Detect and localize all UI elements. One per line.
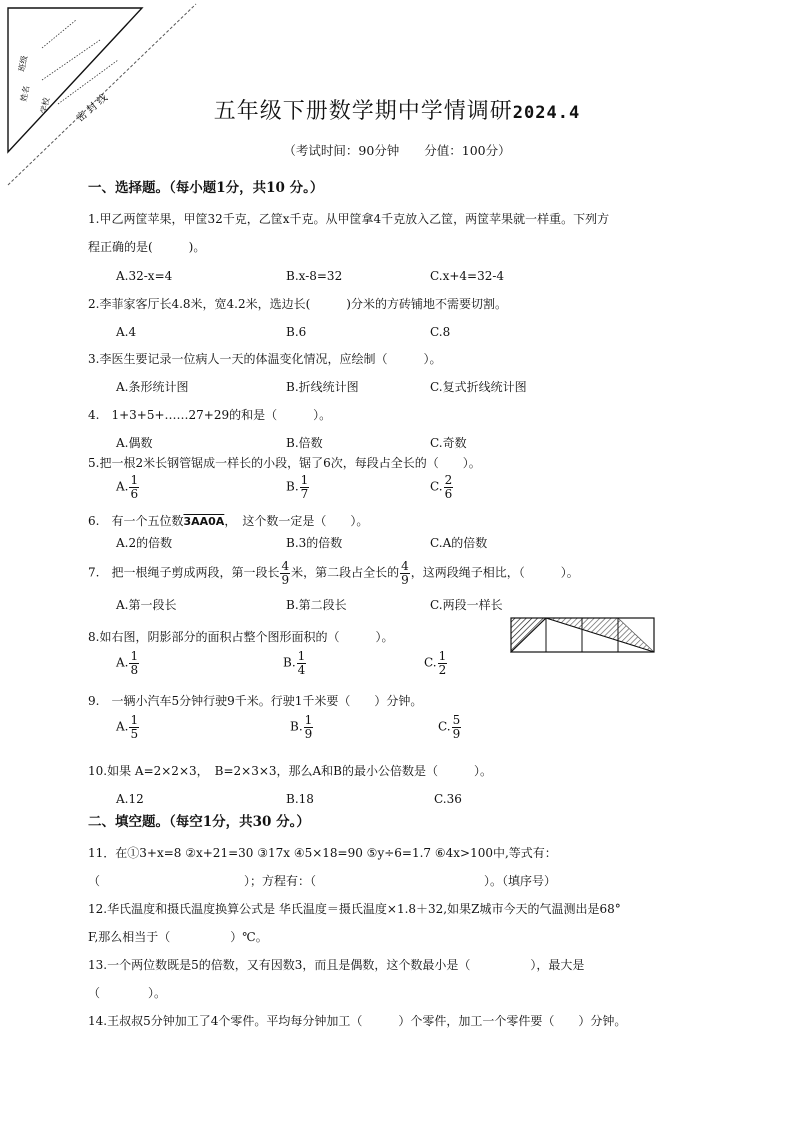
fraction: $\frac{1}{8}$ xyxy=(130,649,139,677)
q14-text: 14.王叔叔5分钟加工了4个零件。平均每分钟加工（ ）个零件，加工一个零件要（ ）分钟。 xyxy=(88,1014,627,1028)
q1-text: 1.甲乙两筐苹果，甲筐32千克，乙筐x千克。从甲筐拿4千克放入乙筐，两筐苹果就一样重。下列方 xyxy=(88,212,610,226)
section-1-heading: 一、选择题。（每小题1分，共10 分。） xyxy=(88,180,324,196)
q2-option-c: C.8 xyxy=(430,325,451,339)
q6-option-b: B.3的倍数 xyxy=(286,536,343,550)
q4-option-c: C.奇数 xyxy=(430,436,467,450)
q13-text: 13.一个两位数既是5的倍数，又有因数3，而且是偶数，这个数最小是（ ），最大是 xyxy=(88,958,585,972)
q5-option-b: B. $\frac{1}{7}$ xyxy=(286,473,309,501)
q8-text: 8.如右图，阴影部分的面积占整个图形面积的（ ）。 xyxy=(88,630,394,644)
exam-info: （考试时间：90分钟 分值：100分） xyxy=(283,143,511,158)
q10-option-b: B.18 xyxy=(286,792,314,806)
q1-option-c: C.x+4=32-4 xyxy=(430,269,505,283)
q5-option-a: A. $\frac{1}{6}$ xyxy=(116,473,139,501)
q5-text: 5.把一根2米长钢管锯成一样长的小段，锯了6次，每段占全长的（ ）。 xyxy=(88,456,481,470)
q6-text: 6. 有一个五位数3AA0A， 这个数一定是（ ）。 xyxy=(88,514,369,528)
fraction: $\frac{1}{9}$ xyxy=(304,713,313,741)
class-label: 班级 xyxy=(17,54,30,73)
fraction: $\frac{1}{7}$ xyxy=(300,473,309,501)
q6-option-a: A.2的倍数 xyxy=(116,536,173,550)
q1-option-a: A.32-x=4 xyxy=(116,269,173,283)
q7-option-c: C.两段一样长 xyxy=(430,598,503,612)
q12-text-cont: F,那么相当于（ ）℃。 xyxy=(88,930,268,944)
page-title: 五年级下册数学期中学情调研2024.4 xyxy=(213,99,581,124)
q8-figure xyxy=(510,617,656,653)
five-digit-number: 3AA0A xyxy=(183,515,225,528)
fraction: $\frac{1}{6}$ xyxy=(130,473,139,501)
q13-text-cont: （ ）。 xyxy=(88,986,167,1000)
school-label: 学校 xyxy=(39,96,52,115)
q10-option-a: A.12 xyxy=(116,792,144,806)
fraction: $\frac{5}{9}$ xyxy=(452,713,461,741)
q11-text: 11．在①3+x=8 ②x+21=30 ③17x ④5×18=90 ⑤y÷6=1.7 ⑥4x>100中,等式有： xyxy=(88,846,557,860)
seal-line-text: 密 封 线 xyxy=(74,92,110,125)
q4-option-a: A.偶数 xyxy=(116,436,153,450)
q10-option-c: C.36 xyxy=(434,792,462,806)
fraction: $\frac{1}{5}$ xyxy=(130,713,139,741)
q9-option-a: A. $\frac{1}{5}$ xyxy=(116,713,139,741)
q9-text: 9. 一辆小汽车5分钟行驶9千米。行驶1千米要（ ）分钟。 xyxy=(88,694,423,708)
q8-option-b: B. $\frac{1}{4}$ xyxy=(283,649,306,677)
q9-option-b: B. $\frac{1}{9}$ xyxy=(290,713,313,741)
exam-date: 2024.4 xyxy=(512,103,581,123)
q3-option-a: A.条形统计图 xyxy=(116,380,189,394)
fraction: $\frac{1}{2}$ xyxy=(438,649,447,677)
q9-option-c: C. $\frac{5}{9}$ xyxy=(438,713,461,741)
fraction: $\frac{4}{9}$ xyxy=(281,559,290,587)
q3-option-b: B.折线统计图 xyxy=(286,380,359,394)
q3-option-c: C.复式折线统计图 xyxy=(430,380,527,394)
q7-text: 7. 把一根绳子剪成两段，第一段长 $\frac{4}{9}$ 米，第二段占全长的 $\frac{4}{9}$ ，这两段绳子相比，（ ）。 xyxy=(88,559,579,587)
q7-option-b: B.第二段长 xyxy=(286,598,347,612)
name-label: 姓名 xyxy=(19,84,32,103)
q4-option-b: B.倍数 xyxy=(286,436,323,450)
q1-option-b: B.x-8=32 xyxy=(286,269,343,283)
q8-option-a: A. $\frac{1}{8}$ xyxy=(116,649,139,677)
q3-text: 3.李医生要记录一位病人一天的体温变化情况，应绘制（ ）。 xyxy=(88,352,442,366)
fraction: $\frac{4}{9}$ xyxy=(401,559,409,587)
q2-option-a: A.4 xyxy=(116,325,137,339)
q8-option-c: C. $\frac{1}{2}$ xyxy=(424,649,447,677)
q11-blanks: （ ）；方程有：（ ）。（填序号） xyxy=(88,874,557,888)
q1-text-cont: 程正确的是( )。 xyxy=(88,240,206,254)
q10-text: 10.如果 A=2×2×3， B=2×3×3，那么A和B的最小公倍数是（ ）。 xyxy=(88,764,493,778)
fraction: $\frac{2}{6}$ xyxy=(444,473,453,501)
section-2-heading: 二、填空题。（每空1分，共30 分。） xyxy=(88,814,310,830)
q4-text: 4. 1+3+5+……27+29的和是（ ）。 xyxy=(88,408,332,422)
q2-option-b: B.6 xyxy=(286,325,307,339)
q5-option-c: C. $\frac{2}{6}$ xyxy=(430,473,453,501)
fraction: $\frac{1}{4}$ xyxy=(297,649,306,677)
q12-text: 12.华氏温度和摄氏温度换算公式是 华氏温度＝摄氏温度×1.8＋32,如果Z城市今天的气温测出是68° xyxy=(88,902,621,916)
q2-text: 2.李菲家客厅长4.8米，宽4.2米，选边长( )分米的方砖铺地不需要切割。 xyxy=(88,297,507,311)
q6-option-c: C.A的倍数 xyxy=(430,536,488,550)
q7-option-a: A.第一段长 xyxy=(116,598,177,612)
